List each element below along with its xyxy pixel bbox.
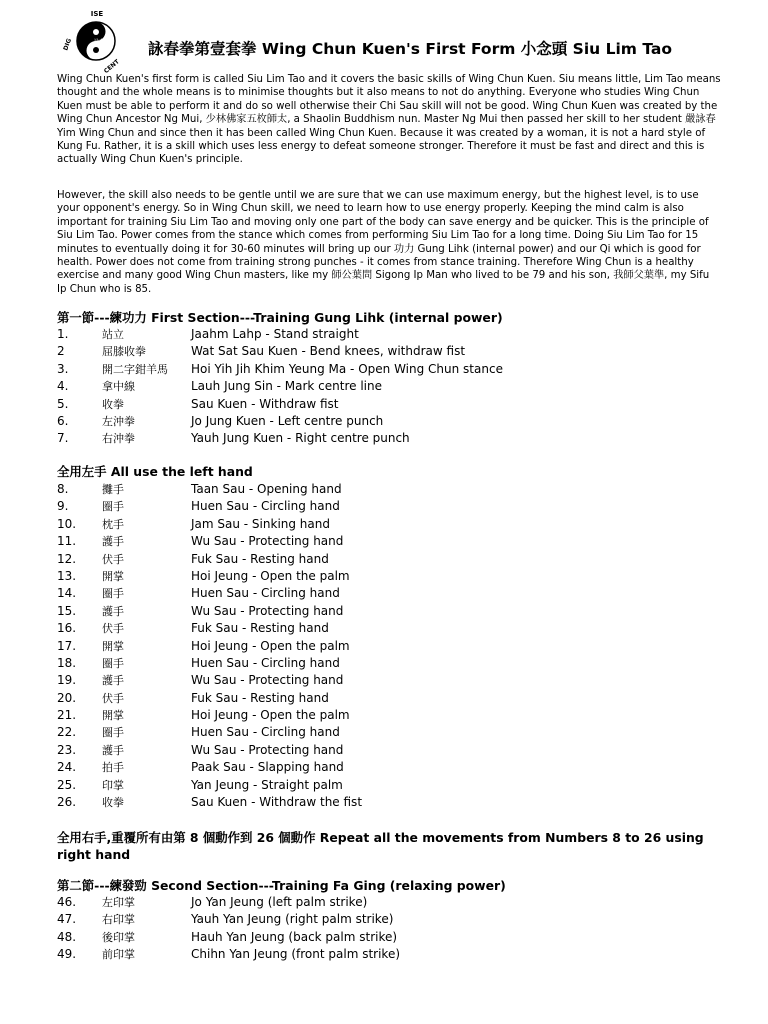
item-chinese-name: 收拳: [102, 397, 124, 411]
item-description: Yauh Yan Jeung (right palm strike): [191, 912, 394, 927]
item-number: 18.: [57, 655, 77, 670]
item-description: Taan Sau - Opening hand: [191, 482, 342, 496]
item-description: Jo Jung Kuen - Left centre punch: [191, 413, 384, 428]
item-chinese-name: 後印掌: [102, 930, 135, 944]
item-description: Hoi Yih Jih Khim Yeung Ma - Open Wing Chun stance: [191, 361, 503, 376]
item-chinese-name: 伏手: [102, 622, 124, 636]
item-number: 48.: [57, 929, 77, 944]
item-chinese-name: 屈膝收拳: [102, 345, 146, 359]
intro-paragraph-2: However, the skill also needs to be gentle until we are sure that we can use maximum energy, but the highest level, is to use your opponent's energy. So in Wing Chun skill, we need to learn how to use energy properly. Keeping the mind calm is also important for training Siu Lim Tao and moving only one part of the body can save energy and be quicker. This is the principle of Siu Lim Tao. Power comes from the stance which comes from performing Siu Lim Tao for a long time. Doing Siu Lim Tao for 15 minutes to eventually doing it for 30-60 minutes will bring up our 功力 Gung Lihk (internal power) and our Qi which is good for health. Power does not come from training strong punches - it comes from stance training. Therefore Wing Chun is a healthy exercise and many good Wing Chun masters, like my 師公葉問 Sigong Ip Man who lived to be 79 and his son, 我師父葉準, my Sifu Ip Chun who is 85.: [57, 190, 710, 295]
item-description: Jo Yan Jeung (left palm strike): [191, 895, 368, 909]
item-chinese-name: 開掌: [102, 709, 124, 723]
item-number: 26.: [57, 795, 77, 810]
item-description: Fuk Sau - Resting hand: [191, 690, 329, 705]
item-number: 19.: [57, 673, 77, 688]
item-chinese-name: 護手: [102, 674, 124, 688]
svg-text:CENT: CENT: [102, 58, 121, 75]
item-description: Fuk Sau - Resting hand: [191, 551, 329, 566]
item-number: 12.: [57, 551, 77, 566]
item-chinese-name: 護手: [102, 604, 124, 618]
item-chinese-name: 印掌: [102, 778, 124, 792]
item-description: Hoi Jeung - Open the palm: [191, 568, 350, 583]
item-chinese-name: 伏手: [102, 552, 124, 566]
item-chinese-name: 攤手: [102, 483, 124, 496]
item-chinese-name: 枕手: [102, 517, 124, 531]
page-title: 詠春拳第壹套拳 Wing Chun Kuen's First Form 小念頭 Siu Lim Tao: [148, 40, 672, 58]
item-description: Huen Sau - Circling hand: [191, 655, 340, 670]
logo-inner-text: 詠春: [93, 39, 105, 45]
item-chinese-name: 護手: [102, 535, 124, 549]
item-description: Huen Sau - Circling hand: [191, 725, 340, 740]
item-number: 23.: [57, 742, 77, 757]
item-number: 6.: [57, 413, 69, 428]
item-number: 17.: [57, 638, 77, 653]
item-description: Hauh Yan Jeung (back palm strike): [191, 929, 398, 944]
item-description: Yan Jeung - Straight palm: [191, 777, 343, 792]
item-number: 4.: [57, 379, 69, 394]
item-description: Lauh Jung Sin - Mark centre line: [191, 379, 382, 394]
item-description: Huen Sau - Circling hand: [191, 499, 340, 514]
item-description: Wu Sau - Protecting hand: [191, 534, 344, 549]
item-number: 24.: [57, 760, 77, 775]
item-description: Fuk Sau - Resting hand: [191, 621, 329, 636]
item-description: Wat Sat Sau Kuen - Bend knees, withdraw fist: [191, 344, 466, 359]
item-chinese-name: 護手: [102, 743, 124, 757]
item-number: 1.: [57, 327, 69, 341]
item-description: Yauh Jung Kuen - Right centre punch: [191, 431, 410, 446]
item-description: Chihn Yan Jeung (front palm strike): [191, 947, 401, 962]
item-chinese-name: 收拳: [102, 796, 124, 810]
item-number: 47.: [57, 912, 77, 927]
svg-text:DIG: DIG: [62, 37, 74, 52]
item-chinese-name: 伏手: [102, 691, 124, 705]
repeat-note: 全用右手,重覆所有由第 8 個動作到 26 個動作 Repeat all the movements from Numbers 8 to 26 using right hand: [57, 830, 704, 862]
item-number: 9.: [57, 499, 69, 514]
item-description: Sau Kuen - Withdraw the fist: [191, 795, 363, 810]
item-number: 14.: [57, 586, 77, 601]
item-number: 46.: [57, 895, 77, 909]
item-chinese-name: 拍手: [102, 761, 124, 775]
item-number: 5.: [57, 396, 69, 411]
item-number: 11.: [57, 534, 77, 549]
section1-heading: 第一節---練功力 First Section---Training Gung Lihk (internal power): [57, 310, 503, 325]
intro-paragraph-1: Wing Chun Kuen's first form is called Siu Lim Tao and it covers the basic skills of Wing Chun Kuen. Siu means little, Lim Tao means thought and the whole means is to minimise thoughts but it also means to not do anything. Everyone who studies Wing Chun Kuen must be able to perform it and do so well otherwise their Chi Sau skill will not be good. Wing Chun Kuen was created by the Wing Chun Ancestor Ng Mui, 少林佛家五枚師太, a Shaolin Buddhism nun. Master Ng Mui then passed her skill to her student 嚴詠春 Yim Wing Chun and since then it has been called Wing Chun Kuen. Because it was created by a woman, it is not a hard style of Kung Fu. Rather, it is a skill which uses less energy to defeat someone stronger. Therefore it must be fast and direct and this is actually Wing Chun Kuen's principle.: [57, 74, 721, 166]
item-number: 3.: [57, 361, 69, 376]
item-chinese-name: 開掌: [102, 639, 124, 653]
left-hand-heading: 全用左手 All use the left hand: [57, 464, 253, 479]
item-chinese-name: 站立: [102, 328, 124, 341]
item-chinese-name: 左印掌: [102, 896, 135, 909]
item-chinese-name: 圈手: [102, 587, 124, 601]
item-description: Hoi Jeung - Open the palm: [191, 638, 350, 653]
item-number: 2: [57, 344, 65, 359]
logo-text: ISE: [90, 10, 104, 18]
item-description: Hoi Jeung - Open the palm: [191, 708, 350, 723]
item-description: Jaahm Lahp - Stand straight: [191, 327, 359, 341]
item-number: 22.: [57, 725, 77, 740]
item-description: Huen Sau - Circling hand: [191, 586, 340, 601]
item-number: 8.: [57, 482, 69, 496]
item-chinese-name: 圈手: [102, 656, 124, 670]
yin-yang-logo: [62, 8, 132, 78]
item-number: 15.: [57, 603, 77, 618]
section2-heading: 第二節---練發勁 Second Section---Training Fa Ging (relaxing power): [57, 878, 506, 893]
item-description: Sau Kuen - Withdraw fist: [191, 396, 339, 411]
item-chinese-name: 拿中線: [102, 380, 135, 394]
item-number: 7.: [57, 431, 69, 446]
item-chinese-name: 右沖拳: [102, 432, 135, 446]
item-description: Paak Sau - Slapping hand: [191, 760, 344, 775]
item-description: Wu Sau - Protecting hand: [191, 673, 344, 688]
item-chinese-name: 圈手: [102, 500, 124, 514]
item-number: 25.: [57, 777, 77, 792]
item-chinese-name: 左沖拳: [102, 414, 135, 428]
item-chinese-name: 圈手: [102, 726, 124, 740]
item-chinese-name: 開二字鉗羊馬: [102, 362, 168, 376]
item-description: Wu Sau - Protecting hand: [191, 603, 344, 618]
item-number: 20.: [57, 690, 77, 705]
item-number: 49.: [57, 947, 77, 962]
item-description: Jam Sau - Sinking hand: [191, 516, 330, 531]
item-number: 16.: [57, 621, 77, 636]
item-chinese-name: 前印掌: [102, 948, 135, 962]
item-description: Wu Sau - Protecting hand: [191, 742, 344, 757]
item-number: 13.: [57, 568, 77, 583]
item-number: 21.: [57, 708, 77, 723]
item-chinese-name: 右印掌: [102, 913, 135, 927]
item-number: 10.: [57, 516, 77, 531]
item-chinese-name: 開掌: [102, 569, 124, 583]
